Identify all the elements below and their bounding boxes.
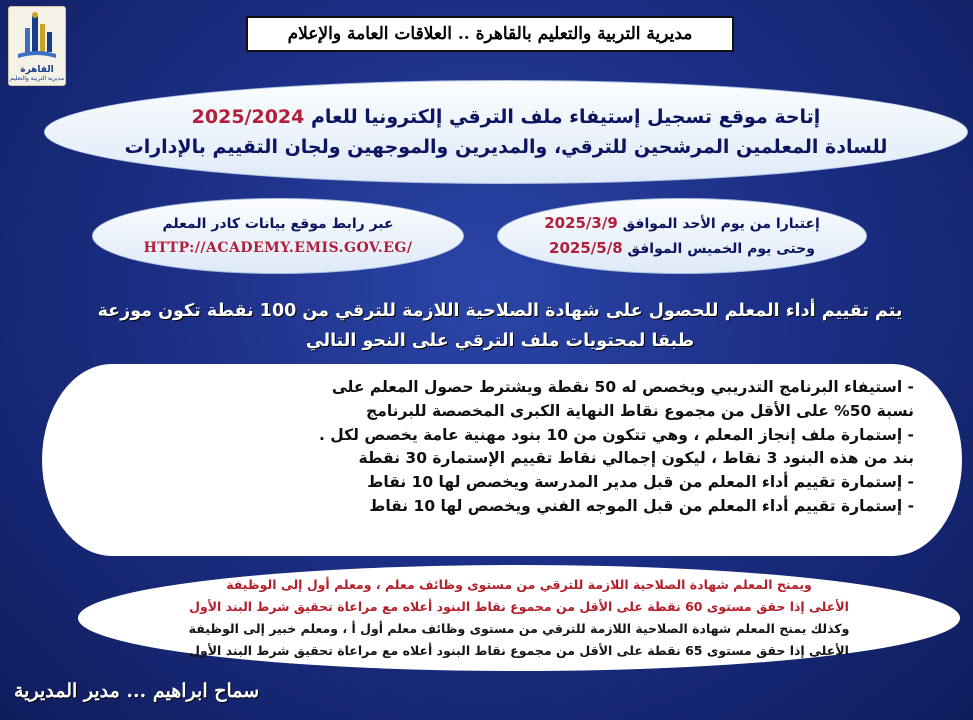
directorate-emblem-icon xyxy=(12,10,62,64)
end-date: 2025/5/8 xyxy=(549,239,623,257)
logo-subtitle: مديرية التربية والتعليم xyxy=(9,75,65,82)
main-title-line1 xyxy=(192,102,821,132)
start-date-label: إعتبارا من يوم الأحد الموافق xyxy=(622,216,820,232)
criteria-line: نسبة 50% على الأقل من مجموع نقاط النهاية الكبرى المخصصة للبرنامج xyxy=(366,401,914,420)
link-label: عبر رابط موقع بيانات كادر المعلم xyxy=(162,216,394,232)
notes-line: الأعلى إذا حقق مستوى 65 نقطة على الأقل من مجموع نقاط البنود أعلاه مع مراعاة تحقيق شرط البند الأول xyxy=(189,643,849,658)
intro-text xyxy=(40,296,960,356)
start-date-row xyxy=(544,211,820,236)
intro-line2: طبقا لمحتويات ملف الترقي على النحو التالي xyxy=(305,331,695,351)
logo-name: القاهرة xyxy=(20,65,54,75)
notes-line: الأعلى إذا حقق مستوى 60 نقطة على الأقل من مجموع نقاط البنود أعلاه مع مراعاة تحقيق شرط البند الأول xyxy=(189,599,849,614)
intro-line1: يتم تقييم أداء المعلم للحصول على شهادة الصلاحية اللازمة للترقي من 100 نقطة تكون موزعة xyxy=(97,301,903,321)
cairo-directorate-logo xyxy=(8,6,66,86)
link-oval xyxy=(92,198,464,274)
end-date-label: وحتى يوم الخميس الموافق xyxy=(627,241,815,257)
academic-year: 2025/2024 xyxy=(191,106,305,128)
criteria-line: - استيفاء البرنامج التدريبي ويخصص له 50 نقطة ويشترط حصول المعلم على xyxy=(331,378,914,396)
end-date-row xyxy=(549,236,815,261)
criteria-line: بند من هذه البنود 3 نقاط ، ليكون إجمالي نقاط تقييم الإستمارة 30 نقطة xyxy=(358,449,914,468)
criteria-box xyxy=(42,364,962,556)
criteria-line: - إستمارة ملف إنجاز المعلم ، وهي تتكون من 10 بنود مهنية عامة يخصص لكل . xyxy=(319,425,914,444)
header-title: مديرية التربية والتعليم بالقاهرة .. العلاقات العامة والإعلام xyxy=(246,16,734,52)
criteria-line: - إستمارة تقييم أداء المعلم من قبل الموجه الفني ويخصص لها 10 نقاط xyxy=(369,496,914,515)
notes-line: وكذلك يمنح المعلم شهادة الصلاحية اللازمة للترقي من مستوى وظائف معلم أول أ ، ومعلم خبير إلى الوظيفة xyxy=(188,621,850,636)
director-signature: سماح ابراهيم ... مدير المديرية xyxy=(14,680,260,702)
main-title-text: إتاحة موقع تسجيل إستيفاء ملف الترقي إلكترونيا للعام xyxy=(311,106,821,128)
dates-oval xyxy=(497,198,867,274)
notes-oval xyxy=(78,565,960,671)
notes-line: ويمنح المعلم شهادة الصلاحية اللازمة للترقي من مستوى وظائف معلم ، ومعلم أول إلى الوظيفة xyxy=(226,577,812,592)
criteria-line: - إستمارة تقييم أداء المعلم من قبل مدير المدرسة ويخصص لها 10 نقاط xyxy=(367,473,914,492)
main-title-oval xyxy=(44,80,968,184)
start-date: 2025/3/9 xyxy=(544,214,618,232)
academy-url-link[interactable]: HTTP://ACADEMY.EMIS.GOV.EG/ xyxy=(143,240,413,256)
main-title-line2: للسادة المعلمين المرشحين للترقي، والمديرين والموجهين ولجان التقييم بالإدارات xyxy=(124,136,888,158)
